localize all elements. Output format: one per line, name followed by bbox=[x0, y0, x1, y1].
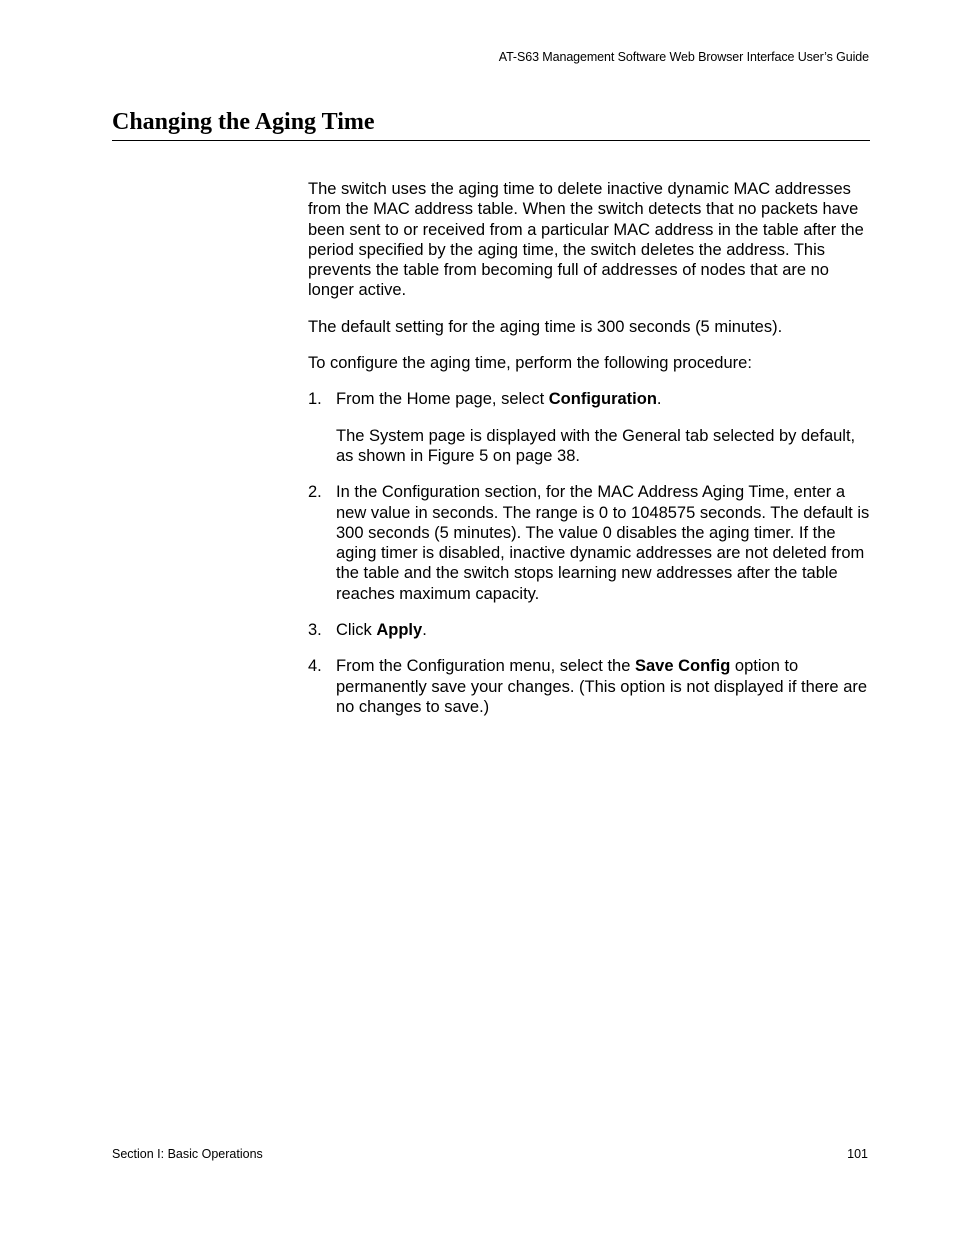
ui-term-apply: Apply bbox=[376, 621, 423, 640]
step-3 bbox=[308, 620, 870, 640]
step-text: In the Configuration section, for the MAC Address Aging Time, enter a new value in seconds. The range is 0 to 1048575 seconds. The default is 300 seconds (5 minutes). The value 0 disables the aging timer. If the aging timer is disabled, inactive dynamic addresses are not deleted from the table and the switch stops learning new addresses after the table reaches maximum capacity. bbox=[336, 483, 870, 603]
section-title: Changing the Aging Time bbox=[112, 109, 375, 135]
step-1 bbox=[308, 389, 870, 466]
procedure-intro-paragraph: To configure the aging time, perform the following procedure: bbox=[308, 354, 752, 373]
step-4 bbox=[308, 656, 870, 717]
step-number: 3. bbox=[308, 621, 322, 640]
step-text: Click Apply. bbox=[336, 621, 427, 640]
step-text: From the Home page, select Configuration. bbox=[336, 390, 662, 409]
intro-paragraph: The switch uses the aging time to delete inactive dynamic MAC addresses from the MAC address table. When the switch detects that no packets have been sent to or received from a particular MAC address in the table after the period specified by the aging time, the switch deletes the address. This prevents the table from becoming full of addresses of nodes that are no longer active. bbox=[308, 180, 864, 300]
ui-term-configuration: Configuration bbox=[548, 390, 657, 409]
step-number: 1. bbox=[308, 390, 322, 409]
title-rule bbox=[112, 140, 870, 141]
footer-page-number: 101 bbox=[847, 1147, 868, 1161]
ui-term-save-config: Save Config bbox=[634, 657, 731, 676]
step-note: The System page is displayed with the General tab selected by default, as shown in Figure 5 on page 38. bbox=[336, 426, 856, 465]
default-setting-paragraph: The default setting for the aging time is 300 seconds (5 minutes). bbox=[308, 317, 783, 336]
procedure-steps bbox=[308, 389, 870, 717]
step-text: From the Configuration menu, select the Save Config option to permanently save your changes. (This option is not displayed if there are no changes to save.) bbox=[336, 657, 868, 716]
running-header: AT-S63 Management Software Web Browser Interface User’s Guide bbox=[498, 50, 869, 64]
step-number: 4. bbox=[308, 657, 322, 676]
footer-section-label: Section I: Basic Operations bbox=[112, 1147, 263, 1161]
step-number: 2. bbox=[308, 483, 322, 502]
step-2 bbox=[308, 482, 870, 604]
body-content bbox=[308, 179, 870, 733]
